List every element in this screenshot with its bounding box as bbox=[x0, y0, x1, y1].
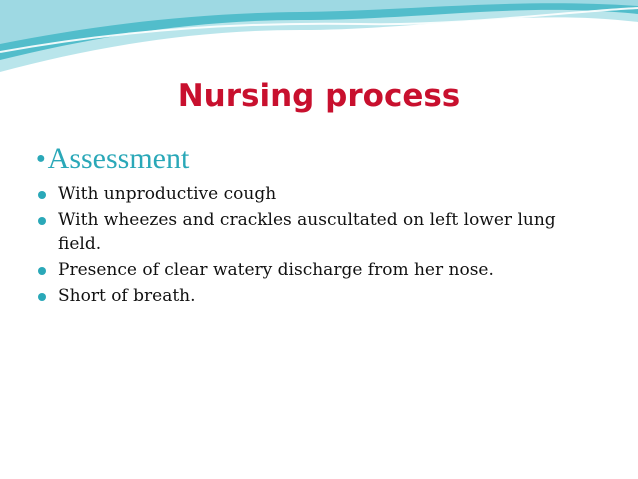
slide-title: Nursing process bbox=[177, 78, 461, 114]
list-item bbox=[36, 258, 596, 282]
list-item bbox=[36, 208, 596, 256]
section-heading: Assessment bbox=[47, 142, 190, 175]
list-item bbox=[36, 284, 596, 308]
list-item-text: Presence of clear watery discharge from her nose. bbox=[58, 259, 494, 280]
list-item-text: With unproductive cough bbox=[58, 183, 277, 204]
bullet-list bbox=[36, 182, 596, 308]
heading-bullet-icon: ● bbox=[36, 149, 46, 167]
list-item bbox=[36, 182, 596, 206]
slide-content bbox=[36, 140, 596, 310]
section-heading-row bbox=[36, 140, 596, 178]
bullet-icon bbox=[38, 191, 46, 199]
header-wave-decoration bbox=[0, 0, 638, 80]
list-item-text: With wheezes and crackles auscultated on left lower lung field. bbox=[58, 209, 556, 254]
bullet-icon bbox=[38, 267, 46, 275]
list-item-text: Short of breath. bbox=[58, 285, 196, 306]
bullet-icon bbox=[38, 217, 46, 225]
bullet-icon bbox=[38, 293, 46, 301]
